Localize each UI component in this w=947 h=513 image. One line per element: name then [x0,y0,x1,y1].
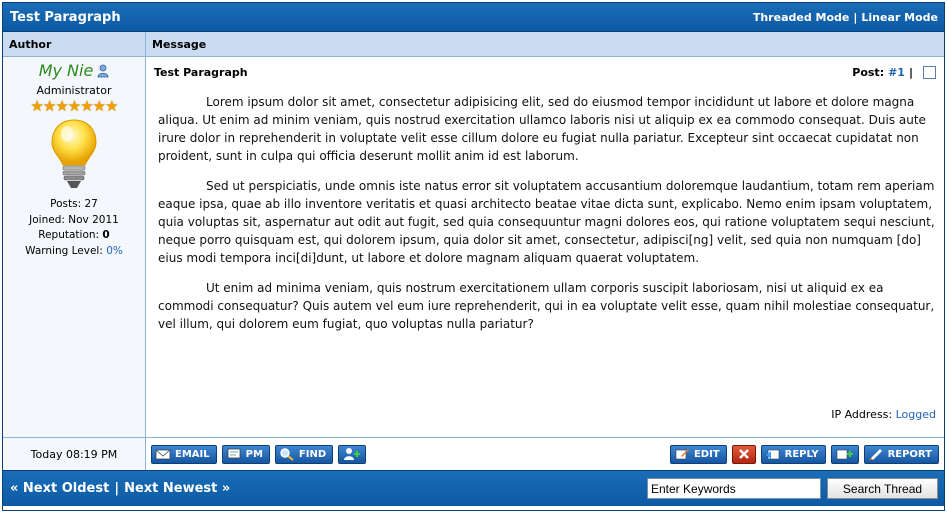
column-message: Message [152,37,207,51]
thread-container [2,2,945,511]
search-thread-button[interactable]: Search Thread [827,478,938,499]
reply-button[interactable]: REPLY [761,445,826,464]
author-name-row [39,61,110,80]
edit-button[interactable]: EDIT [670,445,727,464]
message-panel [146,57,944,437]
post-footer [3,438,944,471]
post-number-separator: | [908,65,913,79]
quote-add-icon [835,447,855,461]
message-icon [226,447,242,461]
post-body [154,93,936,333]
post-row [3,57,944,438]
moderation-actions [670,445,939,464]
thread-header [3,3,944,32]
column-headers [3,32,944,57]
thread-navigation-bar [3,471,944,506]
add-buddy-button[interactable] [338,445,366,464]
ip-logged-link[interactable]: Logged [895,408,936,421]
nav-separator: | [114,481,120,496]
post-paragraph: Ut enim ad minima veniam, quis nostrum exercitationem ullam corporis suscipit laboriosam, nisi ut aliquid ex ea commodi consequatur? Quis autem vel eum iure reprehenderit, qui in ea voluptate velit esse, quam nihil molestiae consequatur, vel illum, qui dolorem eum fugiat, quo voluptas nulla pariatur? [158,281,935,331]
post-paragraph: Sed ut perspiciatis, unde omnis iste natus error sit voluptatem accusantium doloremque laudantium, totam rem aperiam eaque ipsa, quae ab illo inventore veritatis et quasi architecto beatae vitae dicta sunt, explicabo. Nemo enim ipsam voluptatem, quia voluptas sit, aspernatur aut odit aut fugit, sed quia consequuntur magni dolores eos, qui ratione voluptatem sequi nesciunt, neque porro quisquam est, qui dolorem ipsum, quia dolor sit amet, consectetur, adipisci[ng] velit, sed quia non numquam [do] eius modi tempora inci[di]dunt, ut labore et dolore magnam aliquam quaerat voluptatem. [158,179,935,265]
view-modes [753,11,938,24]
rank-stars-icon: ★★★★★★★ [30,97,118,115]
author-name-link[interactable]: My Nie [38,61,94,80]
author-actions [151,445,366,464]
post-subject: Test Paragraph [154,65,248,79]
post-timestamp: Today 08:19 PM [3,438,146,470]
multiquote-button[interactable] [831,445,859,464]
mode-separator: | [853,10,858,24]
delete-button[interactable] [732,445,756,464]
envelope-icon [155,447,171,461]
pm-button[interactable]: PM [222,445,270,464]
thread-search [647,478,938,499]
thread-nav-links [10,481,230,496]
pencil-icon [674,447,690,461]
magnifier-icon [279,447,295,461]
post-actions [146,438,944,470]
find-button[interactable]: FIND [275,445,333,464]
author-stats [3,197,145,259]
reputation-stat: Reputation: 0 [38,229,110,241]
email-button[interactable]: EMAIL [151,445,217,464]
author-title: Administrator [36,84,112,97]
posts-stat: Posts: 27 [50,198,98,210]
reply-quote-icon [765,447,781,461]
keywords-input[interactable] [647,478,821,499]
warning-stat: Warning Level: 0% [25,244,123,257]
next-oldest-link[interactable]: « Next Oldest [10,481,110,496]
post-number-link[interactable]: #1 [888,65,905,79]
linear-mode-link[interactable]: Linear Mode [861,10,938,24]
thread-title: Test Paragraph [10,9,121,25]
reputation-link[interactable]: 0 [102,229,110,241]
column-author: Author [3,32,146,56]
avatar-lightbulb-icon [49,118,99,190]
post-select-checkbox[interactable] [923,66,936,79]
ip-address: IP Address: Logged [831,408,936,421]
author-panel [3,57,146,437]
online-user-icon [97,64,109,78]
warning-level-link[interactable]: 0% [106,244,123,257]
message-header [154,63,936,81]
next-newest-link[interactable]: Next Newest » [124,481,231,496]
post-number-area [852,66,936,79]
post-paragraph: Lorem ipsum dolor sit amet, consectetur adipisicing elit, sed do eiusmod tempor incididunt ut labore et dolore magna aliqua. Ut enim ad minim veniam, quis nostrud exercitation ullamco laboris nisi ut aliquip ex ea commodo consequat. Duis aute irure dolor in reprehenderit in voluptate velit esse cillum dolore eu fugiat nulla pariatur. Excepteur sint occaecat cupidatat non proident, sunt in culpa qui officia deserunt mollit anim id est laborum. [158,95,926,163]
rocket-icon [868,447,884,461]
threaded-mode-link[interactable]: Threaded Mode [752,10,850,24]
report-button[interactable]: REPORT [864,445,939,464]
close-icon [736,447,752,461]
joined-stat: Joined: Nov 2011 [29,213,119,226]
add-user-icon [342,447,362,461]
post-label: Post: [852,65,885,79]
